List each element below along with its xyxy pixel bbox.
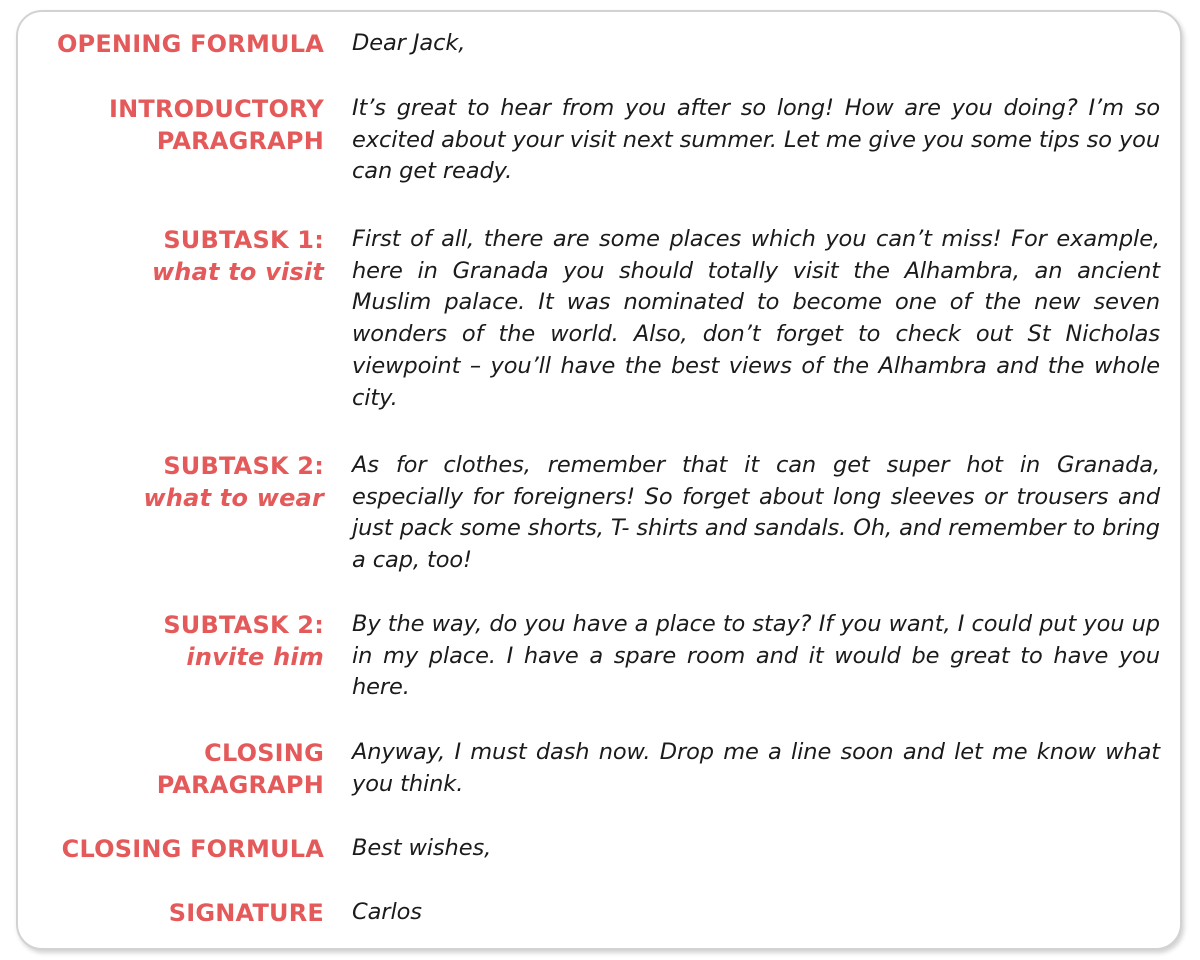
text-signature: Carlos bbox=[352, 899, 422, 925]
label-opening-formula: OPENING FORMULA bbox=[56, 30, 324, 58]
label-subtask-2-wear-sub: what to wear bbox=[143, 484, 324, 512]
label-introductory-line1: INTRODUCTORY bbox=[108, 95, 324, 123]
label-subtask-2-wear-title: SUBTASK 2: bbox=[163, 452, 324, 480]
label-signature: SIGNATURE bbox=[168, 899, 324, 927]
label-subtask-1-sub: what to visit bbox=[151, 258, 324, 286]
label-closing-line2: PARAGRAPH bbox=[156, 771, 324, 799]
label-subtask-2-wear bbox=[18, 450, 324, 514]
text-closing-formula: Best wishes, bbox=[352, 835, 492, 861]
letter-card bbox=[16, 10, 1182, 950]
label-introductory-paragraph bbox=[18, 93, 324, 157]
text-introductory-paragraph: It’s great to hear from you after so long! How are you doing? I’m so excited about your visit next summer. Let me give you some tips so you can get ready. bbox=[352, 95, 1160, 185]
label-closing-line1: CLOSING bbox=[204, 739, 324, 767]
text-subtask-1: First of all, there are some places which you can’t miss! For example, here in Granada you should totally visit the Alhambra, an ancient Muslim palace. It was nominated to become one of the new seven wonders of the world. Also, don’t forget to check out St Nicholas viewpoint – you’ll have the best views of the Alhambra and the whole city. bbox=[352, 226, 1160, 411]
label-closing-paragraph bbox=[18, 737, 324, 801]
text-subtask-2-invite: By the way, do you have a place to stay? If you want, I could put you up in my place. I have a spare room and it would be great to have you here. bbox=[352, 611, 1160, 701]
text-closing-paragraph: Anyway, I must dash now. Drop me a line soon and let me know what you think. bbox=[352, 739, 1160, 797]
label-subtask-1 bbox=[18, 224, 324, 288]
label-closing-formula: CLOSING FORMULA bbox=[61, 835, 324, 863]
label-subtask-2-invite-sub: invite him bbox=[186, 643, 324, 671]
label-subtask-2-invite-title: SUBTASK 2: bbox=[163, 611, 324, 639]
label-introductory-line2: PARAGRAPH bbox=[156, 127, 324, 155]
text-subtask-2-wear: As for clothes, remember that it can get super hot in Granada, especially for foreigners! So forget about long sleeves or trousers and just pack some shorts, T- shirts and sandals. Oh, and remember to bring a cap, too! bbox=[352, 452, 1160, 574]
text-opening-formula: Dear Jack, bbox=[352, 30, 466, 56]
label-subtask-2-invite bbox=[18, 609, 324, 673]
label-subtask-1-title: SUBTASK 1: bbox=[163, 226, 324, 254]
